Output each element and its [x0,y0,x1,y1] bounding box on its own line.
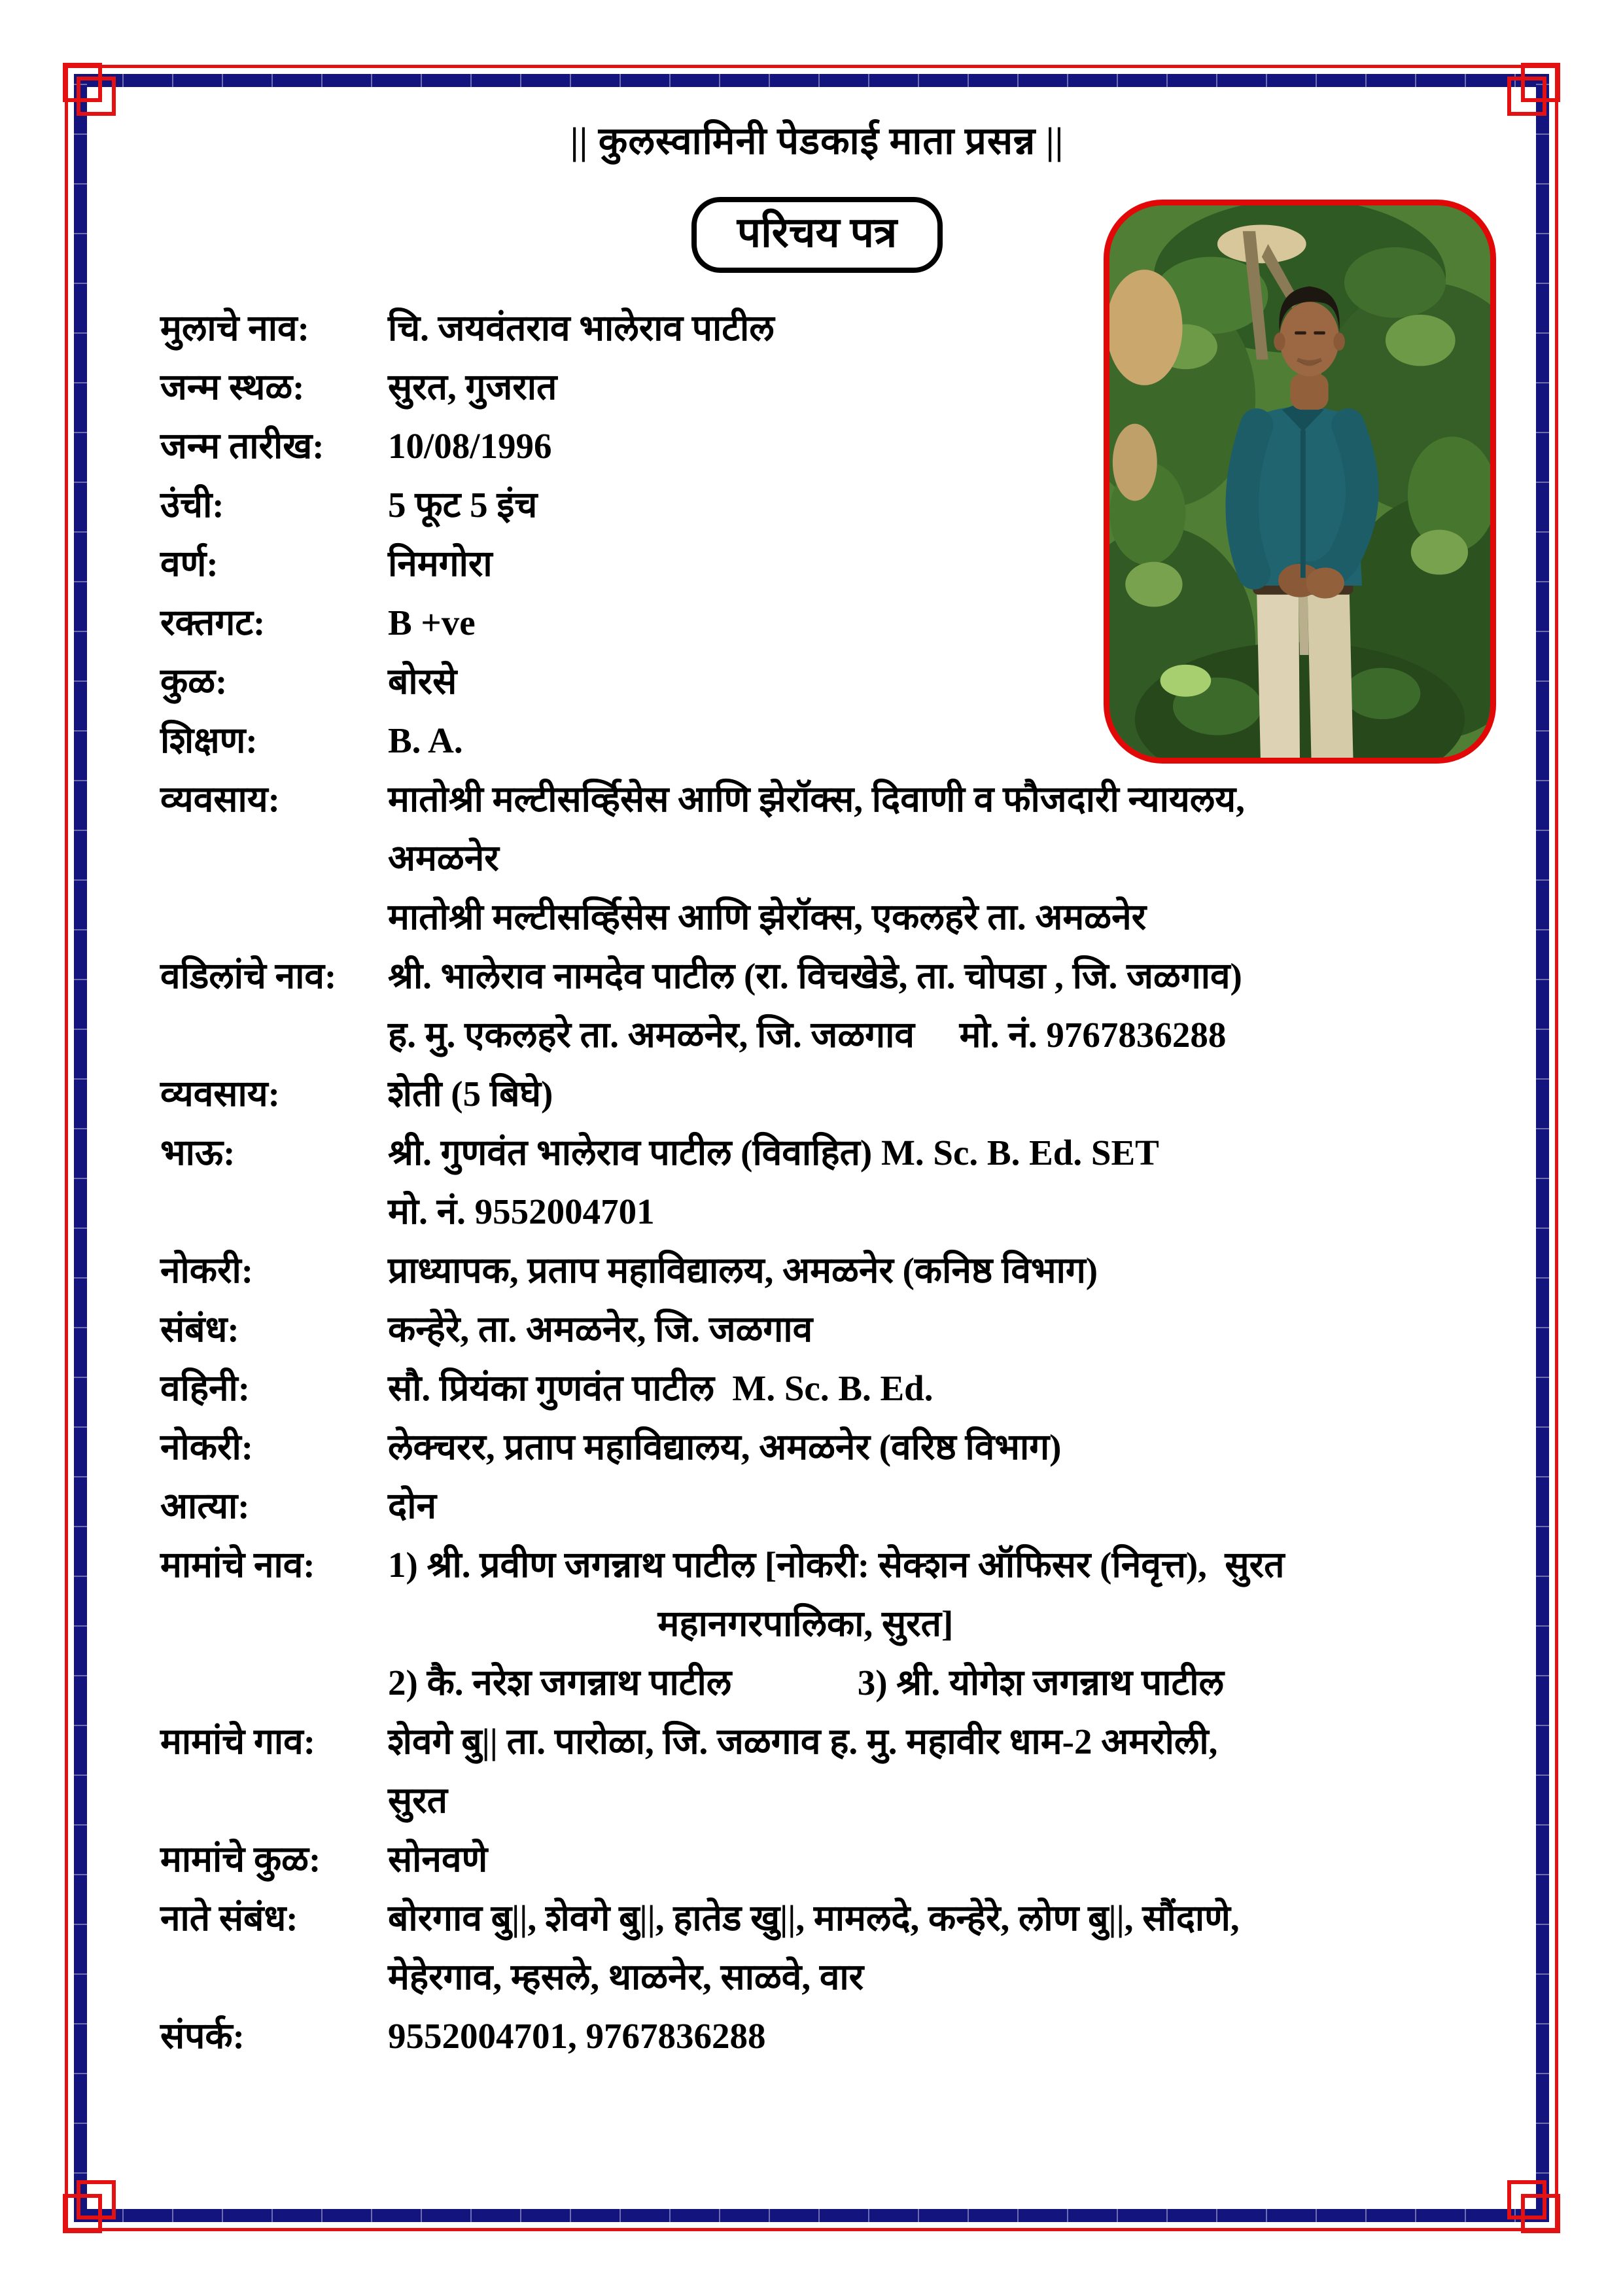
row-value [388,1830,1474,1889]
info-row [160,1477,1474,1536]
navy-border-left [74,74,87,2222]
row-value-line: 10/08/1996 [388,425,552,466]
row-value-line: सौ. प्रियंका गुणवंत पाटील M. Sc. B. Ed. [388,1368,934,1408]
row-value-line: 2) कै. नरेश जगन्नाथ पाटील 3) श्री. योगेश जगन्नाथ पाटील [388,1662,1224,1703]
row-label: शिक्षण: [160,720,258,760]
info-row [160,947,1474,1065]
row-value-line: बोरगाव बु||, शेवगे बु||, हातेड खु||, मामलदे, कन्हेरे, लोण बु||, सौंदाणे, [388,1898,1240,1938]
row-label: मुलाचे नाव: [160,308,309,348]
info-row [160,1123,1474,1241]
row-value-line: दोन [388,1485,436,1526]
row-label: संबंध: [160,1309,239,1349]
info-row [160,1418,1474,1477]
row-value-line: मातोश्री मल्टीसर्व्हिसेस आणि झेरॉक्स, दिवाणी व फौजदारी न्यायलय, [388,779,1245,819]
row-label: वडिलांचे नाव: [160,955,337,996]
row-label: जन्म तारीख: [160,425,324,466]
row-value [388,1300,1474,1359]
row-value-line: चि. जयवंतराव भालेराव पाटील [388,308,775,348]
row-value [388,1477,1474,1536]
row-label: वर्ण: [160,543,218,584]
row-value-line: प्राध्यापक, प्रताप महाविद्यालय, अमळनेर (कनिष्ठ विभाग) [388,1250,1098,1290]
row-value-line: सुरत, गुजरात [388,366,557,407]
row-label: संपर्क: [160,2015,245,2056]
photo-illustration [1109,205,1490,758]
row-value-line: लेक्चरर, प्रताप महाविद्यालय, अमळनेर (वरिष्ठ विभाग) [388,1426,1062,1467]
row-value-line: महानगरपालिका, सुरत] [388,1603,954,1644]
row-value-line: शेवगे बु|| ता. पारोळा, जि. जळगाव ह. मु. महावीर धाम-2 अमरोली, [388,1721,1218,1761]
info-row [160,1712,1474,1830]
profile-photo [1104,200,1496,764]
row-value-line: 9552004701, 9767836288 [388,2015,766,2056]
info-row [160,2007,1474,2066]
info-row [160,1830,1474,1889]
row-label: जन्म स्थळ: [160,366,305,407]
row-value-line: शेती (5 बिघे) [388,1073,553,1114]
row-label: मामांचे कुळ: [160,1839,321,1879]
row-value-line: अमळनेर [388,838,499,878]
info-row [160,1300,1474,1359]
row-value-line: मातोश्री मल्टीसर्व्हिसेस आणि झेरॉक्स, एकलहरे ता. अमळनेर [388,896,1147,937]
row-label: रक्तगट: [160,602,266,643]
navy-border-top [74,74,1549,87]
row-label: आत्या: [160,1485,250,1526]
row-value [388,947,1474,1065]
row-value-line: मो. नं. 9552004701 [388,1191,655,1231]
row-label: नोकरी: [160,1250,254,1290]
row-label: व्यवसाय: [160,779,280,819]
header-blessing: || कुलस्वामिनी पेडकाई माता प्रसन्न || [570,120,1064,162]
row-label: नोकरी: [160,1426,254,1467]
row-label: उंची: [160,484,224,525]
row-label: कुळ: [160,661,228,701]
row-label: नाते संबंध: [160,1898,298,1938]
row-label: वहिनी: [160,1368,251,1408]
row-value-line: B. A. [388,720,463,760]
navy-border-right [1536,74,1549,2222]
row-value-line: मेहेरगाव, म्हसले, थाळनेर, साळवे, वार [388,1956,864,1997]
row-value-line: 1) श्री. प्रवीण जगन्नाथ पाटील [नोकरी: सेक्शन ऑफिसर (निवृत्त), सुरत [388,1544,1285,1585]
row-value-line: श्री. गुणवंत भालेराव पाटील (विवाहित) M. Sc. B. Ed. SET [388,1132,1159,1173]
row-label: भाऊ: [160,1132,236,1173]
row-value [388,1241,1474,1300]
row-value [388,1712,1474,1830]
info-row [160,1359,1474,1418]
row-value-line: 5 फूट 5 इंच [388,484,538,525]
row-value-line: ह. मु. एकलहरे ता. अमळनेर, जि. जळगाव मो. नं. 9767836288 [388,1014,1227,1055]
info-row [160,1241,1474,1300]
row-value [388,1418,1474,1477]
row-value [388,1123,1474,1241]
row-value [388,1889,1474,2007]
row-value [388,770,1474,947]
info-row [160,1889,1474,2007]
row-value-line: सोनवणे [388,1839,488,1879]
navy-border-bottom [74,2209,1549,2222]
info-row [160,1536,1474,1712]
row-value-line: बोरसे [388,661,457,701]
info-row [160,1065,1474,1123]
row-value [388,2007,1474,2066]
row-value [388,1359,1474,1418]
row-value-line: सुरत [388,1780,448,1820]
page-title: परिचय पत्र [691,197,943,273]
row-label: व्यवसाय: [160,1073,280,1114]
row-value-line: श्री. भालेराव नामदेव पाटील (रा. विचखेडे, ता. चोपडा , जि. जळगाव) [388,955,1242,996]
info-row [160,770,1474,947]
row-value-line: B +ve [388,602,476,643]
row-value [388,1536,1474,1712]
row-value-line: निमगोरा [388,543,493,584]
row-value [388,1065,1474,1123]
row-label: मामांचे गाव: [160,1721,316,1761]
row-value-line: कन्हेरे, ता. अमळनेर, जि. जळगाव [388,1309,813,1349]
row-label: मामांचे नाव: [160,1544,315,1585]
